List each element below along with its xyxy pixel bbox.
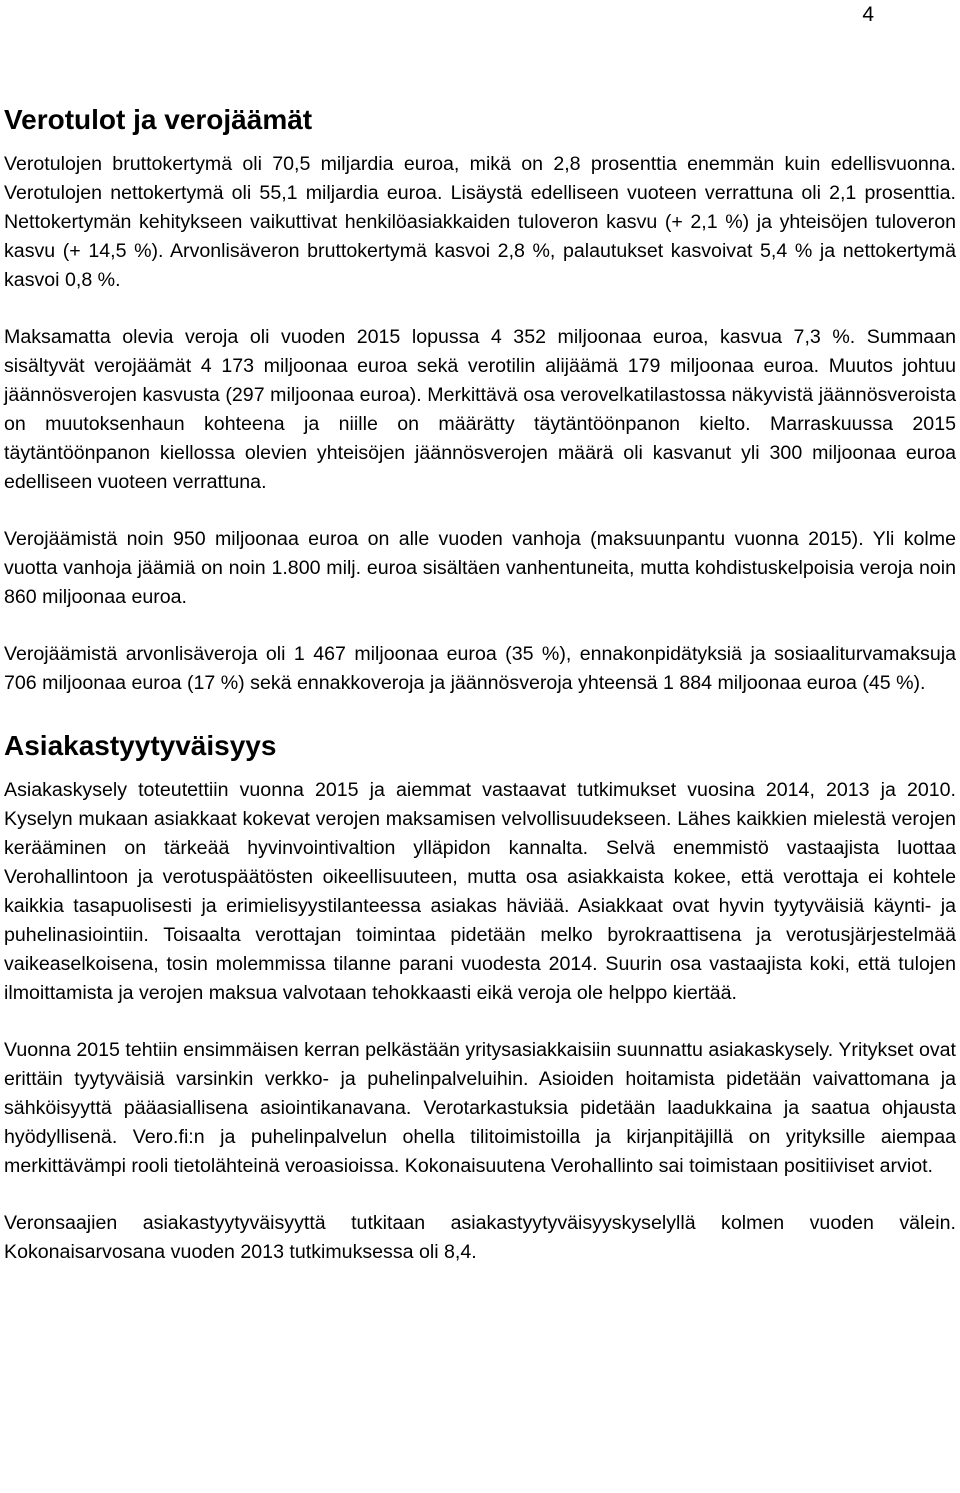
section-heading-tax-revenue: Verotulot ja verojäämät [4,104,313,135]
paragraph: Vuonna 2015 tehtiin ensimmäisen kerran pelkästään yritysasiakkaisiin suunnattu asiakaskysely. Yritykset ovat erittäin tyytyväisiä varsinkin verkko- ja puhelinpalveluihin. Asioiden hoitamista pidetään vaivattomana ja sähköisyyttä pääasiallisena asiointikanavana. Verotarkastuksia pidetään laadukkaina ja saatua ohjausta hyödyllisenä. Vero.fi:n ja puhelinpalvelun ohella tilitoimistoilla ja kirjanpitäjillä on yrityksille aiempaa merkittävämpi rooli tietolähteinä veroasioissa. Kokonaisuutena Verohallinto sai toimistaan positiiviset arviot. [4,1039,956,1177]
paragraph: Veronsaajien asiakastyytyväisyyttä tutkitaan asiakastyytyväisyyskyselyllä kolmen vuoden välein. Kokonaisarvosana vuoden 2013 tutkimuksessa oli 8,4. [4,1212,956,1263]
paragraph: Asiakaskysely toteutettiin vuonna 2015 ja aiemmat vastaavat tutkimukset vuosina 2014, 2013 ja 2010. Kyselyn mukaan asiakkaat kokevat verojen maksamisen velvollisuudekseen. Lähes kaikkien mielestä verojen kerääminen on tärkeää hyvinvointivaltion ylläpidon kannalta. Selvä enemmistö vastaajista luottaa Verohallintoon ja verotuspäätösten oikeellisuuteen, mutta osa asiakkaista kokee, että verottaja ei kohtele kaikkia tasapuolisesti ja erimielisyystilanteessa asiakas häviää. Asiakkaat ovat hyvin tyytyväisiä käynti- ja puhelinasiointiin. Toisaalta verottajan toimintaa pidetään melko byrokraattisena ja verotusjärjestelmää vaikeaselkoisena, tosin molemmissa tilanne parani vuodesta 2014. Suurin osa vastaajista koki, että tulojen ilmoittamista ja verojen maksua valvotaan tehokkaasti eikä veroja ole helppo kiertää. [4,779,956,1004]
paragraph: Verojäämistä arvonlisäveroja oli 1 467 miljoonaa euroa (35 %), ennakonpidätyksiä ja sosiaaliturvamaksuja 706 miljoonaa euroa (17 %) sekä ennakkoveroja ja jäännösveroja yhteensä 1 884 miljoonaa euroa (45 %). [4,643,956,694]
paragraph: Maksamatta olevia veroja oli vuoden 2015 lopussa 4 352 miljoonaa euroa, kasvua 7,3 %. Summaan sisältyvät verojäämät 4 173 miljoonaa euroa sekä verotilin alijäämä 179 miljoonaa euroa. Muutos johtuu jäännösverojen kasvusta (297 miljoonaa euroa). Merkittävä osa verovelkatilastossa näkyvistä jäännösveroista on muutoksenhaun kohteena ja niille on määrätty täytäntöönpanon kielto. Marraskuussa 2015 täytäntöönpanon kiellossa olevien yhteisöjen jäännösverojen määrä oli kasvanut yli 300 miljoonaa euroa edelliseen vuoteen verrattuna. [4,326,956,493]
paragraph: Verotulojen bruttokertymä oli 70,5 miljardia euroa, mikä on 2,8 prosenttia enemmän kuin edellisvuonna. Verotulojen nettokertymä oli 55,1 miljardia euroa. Lisäystä edelliseen vuoteen verrattuna oli 2,1 prosenttia. Nettokertymän kehitykseen vaikuttivat henkilöasiakkaiden tuloveron kasvu (+ 2,1 %) ja yhteisöjen tuloveron kasvu (+ 14,5 %). Arvonlisäveron bruttokertymä kasvoi 2,8 %, palautukset kasvoivat 5,4 % ja nettokertymä kasvoi 0,8 %. [4,153,956,291]
paragraph: Verojäämistä noin 950 miljoonaa euroa on alle vuoden vanhoja (maksuunpantu vuonna 2015). Yli kolme vuotta vanhoja jäämiä on noin 1.800 milj. euroa sisältäen vanhentuneita, mutta kohdistuskelpoisia veroja noin 860 miljoonaa euroa. [4,528,956,608]
page-number: 4 [862,3,874,26]
section-heading-customer-satisfaction: Asiakastyytyväisyys [4,730,277,761]
document-body [4,100,956,1295]
